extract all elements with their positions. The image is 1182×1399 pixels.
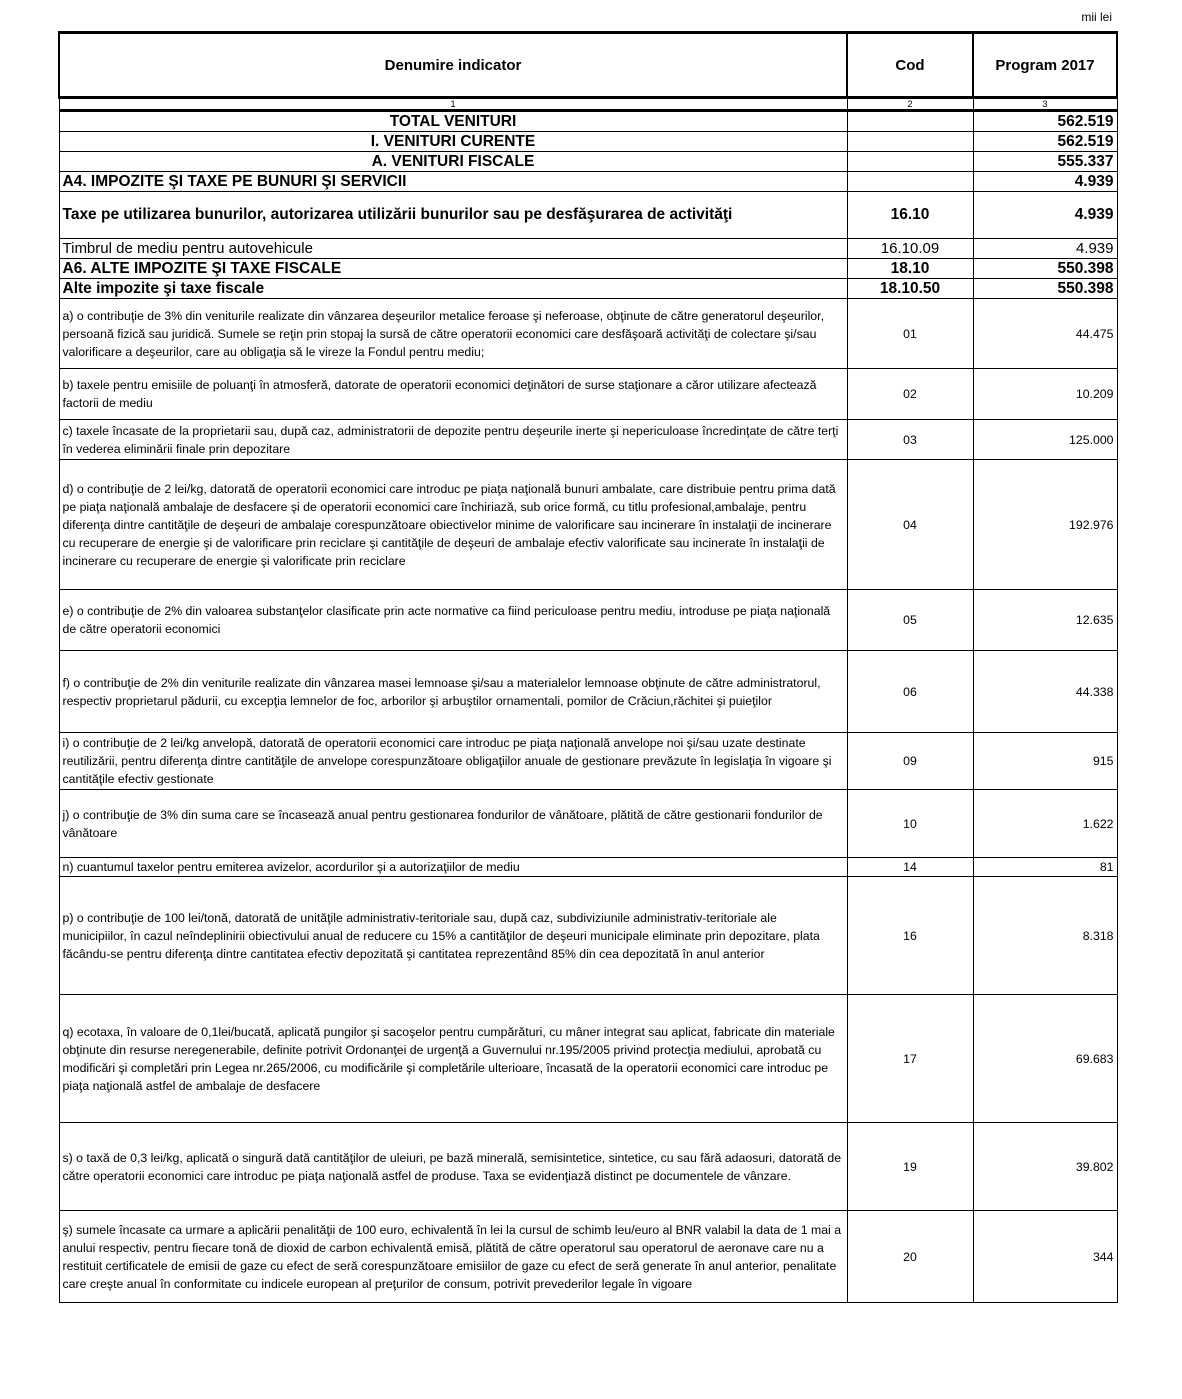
row-value: 550.398 xyxy=(973,279,1117,299)
row-code xyxy=(847,132,973,152)
table-row xyxy=(59,1123,1117,1211)
table-row xyxy=(59,259,1117,279)
row-code xyxy=(847,111,973,132)
row-label: A4. IMPOZITE ŞI TAXE PE BUNURI ŞI SERVICII xyxy=(59,172,847,192)
row-code: 16.10 xyxy=(847,192,973,239)
row-value: 81 xyxy=(973,858,1117,877)
row-label: c) taxele încasate de la proprietarii sau, după caz, administratorii de depozite pentru deşeurile inerte şi nepericuloase încredinţate de către terţi în vederea eliminării finale prin depozitare xyxy=(59,420,847,460)
row-label: Timbrul de mediu pentru autovehicule xyxy=(59,239,847,259)
row-value: 4.939 xyxy=(973,239,1117,259)
row-code: 04 xyxy=(847,460,973,590)
row-value: 562.519 xyxy=(973,132,1117,152)
row-code: 01 xyxy=(847,299,973,369)
table-row xyxy=(59,590,1117,651)
row-code: 10 xyxy=(847,790,973,858)
row-label: A6. ALTE IMPOZITE ŞI TAXE FISCALE xyxy=(59,259,847,279)
row-label: I. VENITURI CURENTE xyxy=(59,132,847,152)
row-label: b) taxele pentru emisiile de poluanţi în atmosferă, datorate de operatorii economici deţinători de surse staţionare a căror utilizare afectează factorii de mediu xyxy=(59,369,847,420)
row-value: 192.976 xyxy=(973,460,1117,590)
row-code: 03 xyxy=(847,420,973,460)
table-row xyxy=(59,877,1117,995)
table-row xyxy=(59,132,1117,152)
column-number: 1 xyxy=(59,98,847,111)
table-row xyxy=(59,369,1117,420)
budget-table xyxy=(58,31,1118,1303)
column-number-row xyxy=(59,98,1117,111)
table-row xyxy=(59,733,1117,790)
row-value: 550.398 xyxy=(973,259,1117,279)
table-row xyxy=(59,172,1117,192)
row-value: 4.939 xyxy=(973,192,1117,239)
row-value: 344 xyxy=(973,1211,1117,1303)
row-value: 1.622 xyxy=(973,790,1117,858)
row-code: 20 xyxy=(847,1211,973,1303)
table-row xyxy=(59,858,1117,877)
row-code: 16 xyxy=(847,877,973,995)
row-label: p) o contribuţie de 100 lei/tonă, datorată de unităţile administrativ-teritoriale sau, după caz, subdiviziunile administrativ-teritoriale ale municipiilor, în cazul neîndeplinirii obiectivului anual de reducere cu 15% a cantităţilor de deşeuri municipale eliminate prin depozitare, plata făcându-se pentru diferenţa dintre cantitatea efectiv depozitată şi cantitatea reprezentând 85% din cea depozitată în anul anterior xyxy=(59,877,847,995)
row-label: q) ecotaxa, în valoare de 0,1lei/bucată, aplicată pungilor şi sacoşelor pentru cumpărături, cu mâner integrat sau aplicat, fabricate din materiale obţinute din resurse neregenerabile, definite potrivit Ordonanţei de urgenţă a Guvernului nr.195/2005 privind protecţia mediului, aprobată cu modificări şi completări prin Legea nr.265/2006, cu modificările şi completările ulterioare, încasată de la operatorii economici care introduc pe piaţa naţională astfel de ambalaje de desfacere xyxy=(59,995,847,1123)
table-row xyxy=(59,460,1117,590)
header-program: Program 2017 xyxy=(973,33,1117,98)
row-code: 16.10.09 xyxy=(847,239,973,259)
row-code: 19 xyxy=(847,1123,973,1211)
row-code: 09 xyxy=(847,733,973,790)
row-code xyxy=(847,172,973,192)
header-indicator: Denumire indicator xyxy=(59,33,847,98)
row-label: TOTAL VENITURI xyxy=(59,111,847,132)
row-label: i) o contribuţie de 2 lei/kg anvelopă, datorată de operatorii economici care introduc pe piaţa naţională anvelope noi şi/sau uzate destinate reutilizării, pentru diferenţa dintre cantităţile de anvelope corespunzătoare obligaţiilor anuale de gestionare prevăzute în legislaţia în vigoare şi cantităţile efectiv gestionate xyxy=(59,733,847,790)
row-label: s) o taxă de 0,3 lei/kg, aplicată o singură dată cantităţilor de uleiuri, pe bază minerală, semisintetice, sintetice, cu sau fără adaosuri, datorată de către operatorii economici care introduc pe piaţa naţională astfel de produse. Taxa se evidenţiază distinct pe documentele de vânzare. xyxy=(59,1123,847,1211)
table-row xyxy=(59,279,1117,299)
row-label: e) o contribuţie de 2% din valoarea substanţelor clasificate prin acte normative ca fiind periculoase pentru mediu, introduse pe piaţa naţională de către operatorii economici xyxy=(59,590,847,651)
table-row xyxy=(59,299,1117,369)
row-label: Alte impozite şi taxe fiscale xyxy=(59,279,847,299)
row-value: 44.338 xyxy=(973,651,1117,733)
row-code: 18.10.50 xyxy=(847,279,973,299)
table-row xyxy=(59,152,1117,172)
row-code: 14 xyxy=(847,858,973,877)
table-row xyxy=(59,192,1117,239)
table-row xyxy=(59,995,1117,1123)
row-value: 125.000 xyxy=(973,420,1117,460)
row-code: 05 xyxy=(847,590,973,651)
table-row xyxy=(59,1211,1117,1303)
unit-label: mii lei xyxy=(1081,10,1112,24)
row-value: 69.683 xyxy=(973,995,1117,1123)
row-value: 915 xyxy=(973,733,1117,790)
row-code xyxy=(847,152,973,172)
row-label: f) o contribuţie de 2% din veniturile realizate din vânzarea masei lemnoase şi/sau a materialelor lemnoase obţinute de către administratorul, respectiv proprietarul pădurii, cu excepţia lemnelor de foc, arborilor şi arbuştilor ornamentali, pomilor de Crăciun,răchitei şi puieţilor xyxy=(59,651,847,733)
header-code: Cod xyxy=(847,33,973,98)
column-number: 3 xyxy=(973,98,1117,111)
row-label: n) cuantumul taxelor pentru emiterea avizelor, acordurilor şi a autorizaţiilor de mediu xyxy=(59,858,847,877)
column-number: 2 xyxy=(847,98,973,111)
row-value: 10.209 xyxy=(973,369,1117,420)
row-value: 39.802 xyxy=(973,1123,1117,1211)
row-value: 4.939 xyxy=(973,172,1117,192)
table-row xyxy=(59,111,1117,132)
table-row xyxy=(59,239,1117,259)
row-label: j) o contribuţie de 3% din suma care se încasează anual pentru gestionarea fondurilor de vânătoare, plătită de către gestionarii fondurilor de vânătoare xyxy=(59,790,847,858)
table-row xyxy=(59,651,1117,733)
header-row xyxy=(59,33,1117,98)
row-value: 12.635 xyxy=(973,590,1117,651)
row-code: 06 xyxy=(847,651,973,733)
table-row xyxy=(59,420,1117,460)
row-value: 44.475 xyxy=(973,299,1117,369)
row-code: 18.10 xyxy=(847,259,973,279)
row-code: 02 xyxy=(847,369,973,420)
row-code: 17 xyxy=(847,995,973,1123)
row-label: ş) sumele încasate ca urmare a aplicării penalităţii de 100 euro, echivalentă în lei la cursul de schimb leu/euro al BNR valabil la data de 1 mai a anului respectiv, pentru fiecare tonă de dioxid de carbon echivalentă emisă, plătită de către operatorul sau operatorul de aeronave care nu a restituit certificatele de emisii de gaze cu efect de seră corespunzătoare emisiilor de gaze cu efect de seră generate în anul anterior, penalitate care creşte anual în conformitate cu indicele european al preţurilor de consum, potrivit prevederilor legale în vigoare xyxy=(59,1211,847,1303)
row-label: a) o contribuţie de 3% din veniturile realizate din vânzarea deşeurilor metalice feroase şi neferoase, obţinute de către generatorul deşeurilor, persoană fizică sau juridică. Sumele se reţin prin stopaj la sursă de către operatorii economici care desfăşoară activităţi de colectare şi/sau valorificare a deşeurilor, care au obligaţia să le vireze la Fondul pentru mediu; xyxy=(59,299,847,369)
row-value: 8.318 xyxy=(973,877,1117,995)
row-label: d) o contribuţie de 2 lei/kg, datorată de operatorii economici care introduc pe piaţa naţională bunuri ambalate, care distribuie pentru prima dată pe piaţa naţională ambalaje de desfacere şi de operatorii economici care închiriază, sub orice formă, cu titlu profesional,ambalaje, pentru diferenţa dintre cantităţile de deşeuri de ambalaje corespunzătoare obiectivelor minime de valorificare sau incinerare în instalaţii de incinerare cu recuperare de energie şi de valorificare prin reciclare şi cantităţile de deşeuri de ambalaje efectiv valorificate sau incinerate în instalaţii de incinerare cu recuperare de energie şi valorificate prin reciclare xyxy=(59,460,847,590)
row-label: A. VENITURI FISCALE xyxy=(59,152,847,172)
row-label: Taxe pe utilizarea bunurilor, autorizarea utilizării bunurilor sau pe desfăşurarea de activităţi xyxy=(59,192,847,239)
table-row xyxy=(59,790,1117,858)
row-value: 562.519 xyxy=(973,111,1117,132)
row-value: 555.337 xyxy=(973,152,1117,172)
